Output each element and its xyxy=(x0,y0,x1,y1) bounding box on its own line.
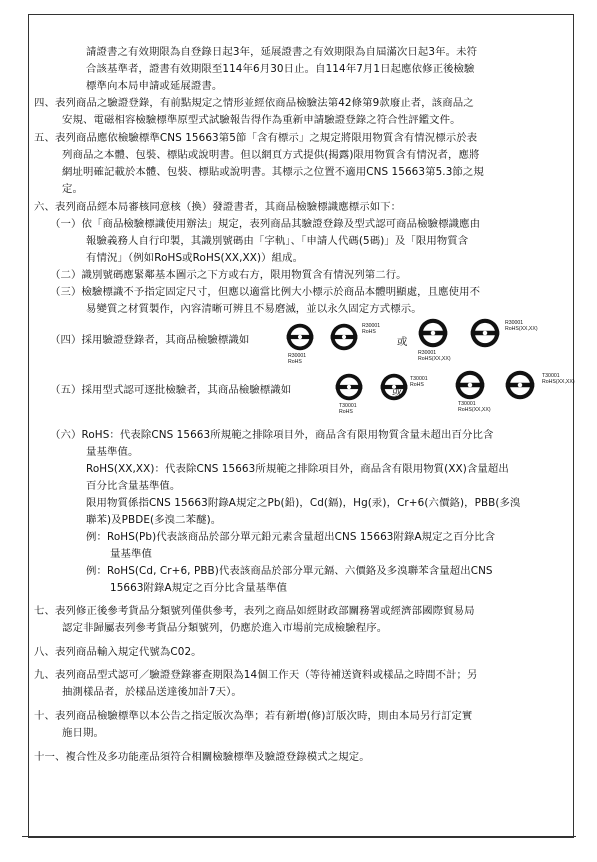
bottom-rule xyxy=(22,836,576,837)
mark-code-label: R30001 RoHS xyxy=(362,323,381,335)
bsmi-mark-icon xyxy=(418,318,448,348)
text-line: 限用物質係指CNS 15663附錄A規定之Pb(鉛)，Cd(鎘)，Hg(汞)，Cr+6(六價鉻)，PBB(多溴 xyxy=(86,497,521,509)
item-6-3-line: （三）檢驗標識不予指定固定尺寸，但應以適當比例大小標示於商品本體明顯處，且應使用不 xyxy=(50,286,481,298)
or-word: 或 xyxy=(392,386,403,398)
item-6-6-line: （六）RoHS：代表除CNS 15663所規範之排除項目外，商品含有限用物質含量未超出百分比含 xyxy=(50,429,494,441)
section-9-line: 九、表列商品型式認可／驗證登錄審查期限為14個工作天（等待補送資料或樣品之時間不計；另 xyxy=(34,669,478,681)
bsmi-mark-icon xyxy=(286,323,314,351)
text-line: 量基準值 xyxy=(110,548,152,560)
text-line: 安規、電磁相容檢驗標準原型式試驗報告得作為重新申請驗證登錄之符合性評鑑文件。 xyxy=(62,114,461,126)
bsmi-mark-icon xyxy=(455,370,485,400)
section-10-line: 十、表列商品檢驗標準以本公告之指定版次為準；若有新增(修)訂版次時，則由本局另行訂定實 xyxy=(34,710,473,722)
text-line: 聯苯)及PBDE(多溴二苯醚)。 xyxy=(86,514,222,526)
text-line: 有情況」（例如RoHS或RoHS(XX,XX)）組成。 xyxy=(86,252,304,264)
section-11-line: 十一、複合性及多功能產品須符合相關檢驗標準及驗證登錄模式之規定。 xyxy=(34,751,370,763)
section-4-line: 四、表列商品之驗證登錄，有前點規定之情形並經依商品檢驗法第42條第9款廢止者，該商品之 xyxy=(34,97,474,109)
text-line: 認定非歸屬表列參考貨品分類號列，仍應於進入市場前完成檢驗程序。 xyxy=(62,622,388,634)
text-line: 量基準值。 xyxy=(86,446,139,458)
item-6-1-line: （一）依「商品檢驗標識使用辦法」規定，表列商品其驗證登錄及型式認可商品檢驗標識應由 xyxy=(50,218,481,230)
section-6-line: 六、表列商品經本局審核同意核（換）發證書者，其商品檢驗標識應標示如下： xyxy=(34,201,402,213)
text-line: RoHS(XX,XX)：代表除CNS 15663所規範之排除項目外，商品含有限用物質(XX)含量超出 xyxy=(86,463,509,475)
mark-code-label: T30001 RoHS(XX,XX) xyxy=(542,373,575,385)
bsmi-mark-icon xyxy=(505,370,535,400)
mark-code-label: R30001 RoHS xyxy=(288,353,307,365)
mark-code-label: T30001 RoHS xyxy=(410,376,428,388)
mark-code-label: R30001 RoHS(XX,XX) xyxy=(505,320,538,332)
mark-code-label: R30001 RoHS(XX,XX) xyxy=(418,350,451,362)
section-5-line: 五、表列商品應依檢驗標準CNS 15663第5節「含有標示」之規定將限用物質含有情況標示於表 xyxy=(34,132,478,144)
mark-code-label: T30001 RoHS(XX,XX) xyxy=(458,401,491,413)
or-word: 或 xyxy=(397,336,408,348)
text-line: 合該基準者，證書有效期限至114年6月30日止。自114年7月1日起應依修正後檢驗 xyxy=(86,63,475,75)
section-8-line: 八、表列商品輸入規定代號為C02。 xyxy=(34,646,202,658)
example-line: 例：RoHS(Cd, Cr+6, PBB)代表該商品於部分單元鎘、六價鉻及多溴聯苯含量超出CNS xyxy=(86,565,493,577)
text-line: 報驗義務人自行印製，其識別號碼由「字軌」、「申請人代碼(5碼)」及「限用物質含 xyxy=(86,235,469,247)
text-line: 易變質之材質製作，內容清晰可辨且不易磨滅，並以永久固定方式標示。 xyxy=(86,303,422,315)
item-6-4-line: （四）採用驗證登錄者，其商品檢驗標識如 xyxy=(50,334,250,346)
text-line: 15663附錄A規定之百分比含量基準值 xyxy=(110,582,288,594)
text-line: 抽測樣品者，於樣品送達後加計7天）。 xyxy=(62,686,242,698)
bsmi-mark-icon xyxy=(470,318,500,348)
bsmi-mark-icon xyxy=(330,323,358,351)
text-line: 列商品之本體、包裝、標貼或說明書。但以網頁方式提供(揭露)限用物質含有情況者，應將 xyxy=(62,149,480,161)
text-line: 百分比含量基準值。 xyxy=(86,480,181,492)
text-line: 標準向本局申請或延展證書。 xyxy=(86,80,223,92)
text-line: 請證書之有效期限為自登錄日起3年，延展證書之有效期限為自屆滿次日起3年。未符 xyxy=(86,46,478,58)
text-line: 施日期。 xyxy=(62,727,104,739)
mark-code-label: T30001 RoHS xyxy=(339,403,357,415)
section-7-line: 七、表列修正後參考貨品分類號列僅供參考，表列之商品如經財政部關務署或經濟部國際貿易局 xyxy=(34,605,475,617)
text-line: 網址明確記載於本體、包裝、標貼或說明書。其標示之位置不適用CNS 15663第5.3節之規 xyxy=(62,166,484,178)
text-line: 定。 xyxy=(62,183,83,195)
item-6-5-line: （五）採用型式認可逐批檢驗者，其商品檢驗標識如 xyxy=(50,384,292,396)
example-line: 例：RoHS(Pb)代表該商品於部分單元鉛元素含量超出CNS 15663附錄A規定之百分比含 xyxy=(86,531,496,543)
item-6-2-line: （二）識別號碼應緊鄰基本圖示之下方或右方，限用物質含有情況列第二行。 xyxy=(50,269,407,281)
bsmi-mark-icon xyxy=(335,373,363,401)
